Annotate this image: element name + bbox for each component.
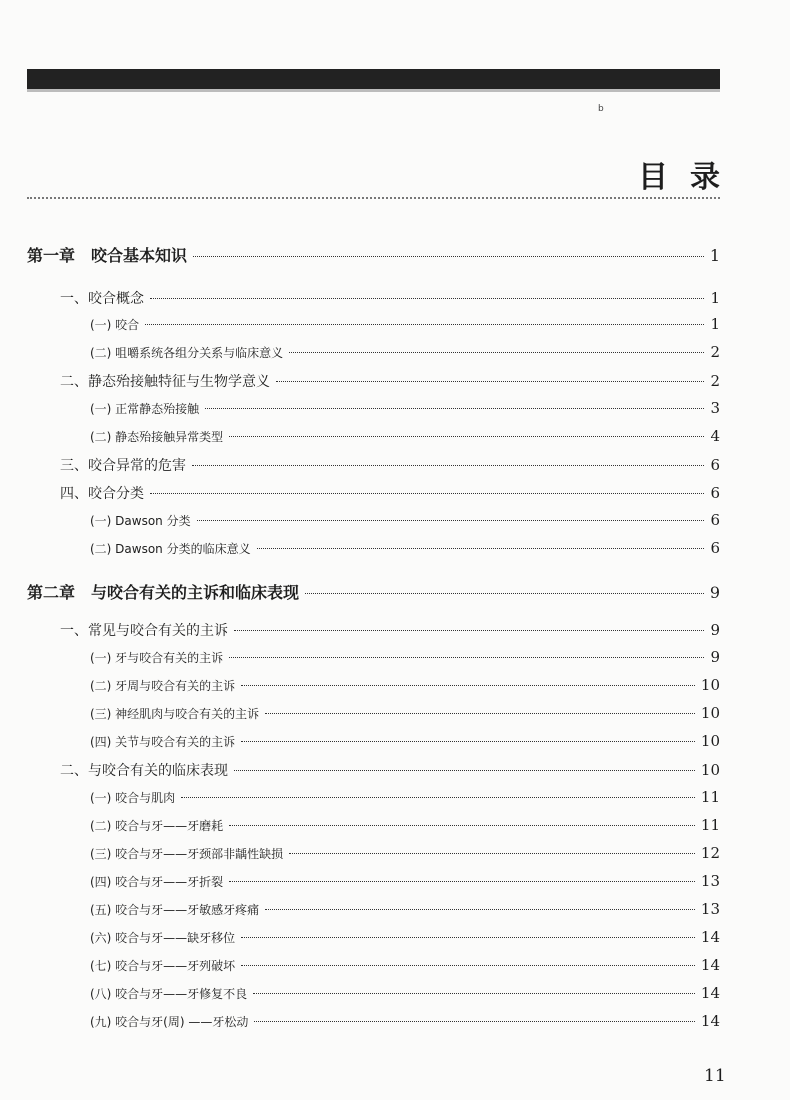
toc-entry-title: (三) 咬合与牙——牙颈部非龋性缺损 [90, 847, 284, 861]
corner-mark: b [598, 104, 604, 114]
dot-leader [234, 770, 695, 771]
toc-entry-title: (九) 咬合与牙(周) ——牙松动 [90, 1015, 249, 1029]
toc-entry-page: 1 [709, 246, 720, 265]
dot-leader [276, 381, 704, 382]
toc-entry-title: 第二章 与咬合有关的主诉和临床表现 [27, 583, 300, 602]
toc-subsection-entry [90, 343, 720, 361]
dot-leader [229, 436, 704, 437]
dot-leader [241, 741, 695, 742]
toc-entry-page: 10 [700, 732, 720, 750]
toc-entry-page: 9 [710, 648, 720, 666]
toc-entry-page: 12 [700, 844, 720, 862]
toc-section-entry [60, 288, 720, 308]
toc-entry-page: 14 [700, 984, 720, 1002]
toc-entry-title: (五) 咬合与牙——牙敏感牙疼痛 [90, 903, 260, 917]
toc-section-entry [60, 760, 720, 780]
toc-chapter-entry [27, 243, 720, 266]
toc-subsection-entry [90, 648, 720, 666]
toc-entry-page: 6 [710, 484, 720, 502]
dot-leader [205, 408, 704, 409]
toc-subsection-entry [90, 788, 720, 806]
toc-entry-page: 1 [710, 289, 720, 307]
toc-entry-page: 6 [710, 539, 720, 557]
dot-leader [145, 324, 704, 325]
toc-entry-page: 13 [700, 872, 720, 890]
toc-entry-title: 三、咬合异常的危害 [60, 458, 186, 474]
toc-entry-page: 1 [710, 315, 720, 333]
toc-entry-title: (二) Dawson 分类的临床意义 [90, 542, 251, 556]
toc-subsection-entry [90, 399, 720, 417]
page-number: 11 [704, 1066, 726, 1086]
toc-entry-page: 14 [700, 1012, 720, 1030]
toc-subsection-entry [90, 427, 720, 445]
toc-subsection-entry [90, 539, 720, 557]
toc-entry-title: 第一章 咬合基本知识 [27, 246, 188, 265]
toc-entry-page: 2 [710, 343, 720, 361]
dot-leader [197, 520, 705, 521]
toc-entry-title: (一) 咬合 [90, 318, 140, 332]
toc-entry-page: 6 [710, 456, 720, 474]
dot-leader [229, 825, 695, 826]
dot-leader [241, 965, 695, 966]
toc-subsection-entry [90, 315, 720, 333]
page-title: 目录 [638, 160, 742, 195]
toc-entry-title: (七) 咬合与牙——牙列破坏 [90, 959, 236, 973]
toc-entry-title: 四、咬合分类 [60, 486, 144, 502]
toc-entry-page: 10 [700, 761, 720, 779]
toc-section-entry [60, 483, 720, 503]
toc-section-entry [60, 620, 720, 640]
toc-entry-page: 2 [710, 372, 720, 390]
toc-subsection-entry [90, 704, 720, 722]
toc-entry-title: (一) 正常静态殆接触 [90, 402, 200, 416]
toc-entry-page: 6 [710, 511, 720, 529]
toc-entry-title: 一、常见与咬合有关的主诉 [60, 623, 228, 639]
toc-entry-title: (一) 牙与咬合有关的主诉 [90, 651, 224, 665]
toc-subsection-entry [90, 900, 720, 918]
dot-leader [229, 657, 704, 658]
toc-entry-title: (二) 咬合与牙——牙磨耗 [90, 819, 224, 833]
dot-leader [193, 256, 704, 257]
toc-subsection-entry [90, 872, 720, 890]
toc-subsection-entry [90, 732, 720, 750]
dot-leader [181, 797, 695, 798]
toc-entry-page: 11 [700, 788, 720, 806]
toc-entry-page: 14 [700, 928, 720, 946]
toc-entry-page: 13 [700, 900, 720, 918]
toc-entry-page: 10 [700, 704, 720, 722]
toc-entry-title: (二) 牙周与咬合有关的主诉 [90, 679, 236, 693]
dot-leader [289, 352, 704, 353]
dot-leader [265, 909, 695, 910]
toc-subsection-entry [90, 676, 720, 694]
dot-leader [241, 685, 695, 686]
dot-leader [234, 630, 704, 631]
dot-leader [305, 593, 704, 594]
dot-leader [265, 713, 695, 714]
toc-subsection-entry [90, 1012, 720, 1030]
dot-leader [257, 548, 705, 549]
dot-leader [150, 493, 704, 494]
toc-subsection-entry [90, 816, 720, 834]
toc-section-entry [60, 455, 720, 475]
toc-entry-page: 14 [700, 956, 720, 974]
toc-subsection-entry [90, 956, 720, 974]
toc-entry-page: 4 [710, 427, 720, 445]
toc-section-entry [60, 371, 720, 391]
toc-entry-title: (八) 咬合与牙——牙修复不良 [90, 987, 248, 1001]
toc-subsection-entry [90, 928, 720, 946]
toc-entry-page: 11 [700, 816, 720, 834]
dot-leader [150, 298, 704, 299]
toc-entry-page: 10 [700, 676, 720, 694]
dot-leader [229, 881, 695, 882]
dot-leader [289, 853, 695, 854]
toc-entry-title: (四) 关节与咬合有关的主诉 [90, 735, 236, 749]
toc-entry-title: (一) Dawson 分类 [90, 514, 191, 528]
toc-subsection-entry [90, 984, 720, 1002]
toc-entry-title: (六) 咬合与牙——缺牙移位 [90, 931, 236, 945]
toc-subsection-entry [90, 511, 720, 529]
toc-entry-page: 9 [709, 583, 720, 602]
toc-entry-title: (二) 静态殆接触异常类型 [90, 430, 224, 444]
toc-entry-title: 一、咬合概念 [60, 291, 144, 307]
toc-entry-title: (二) 咀嚼系统各组分关系与临床意义 [90, 346, 284, 360]
dot-leader [254, 1021, 695, 1022]
toc-entry-title: (四) 咬合与牙——牙折裂 [90, 875, 224, 889]
toc-entry-title: 二、静态殆接触特征与生物学意义 [60, 374, 270, 390]
toc-entry-page: 3 [710, 399, 720, 417]
dot-leader [241, 937, 695, 938]
toc-subsection-entry [90, 844, 720, 862]
toc-entry-title: (三) 神经肌肉与咬合有关的主诉 [90, 707, 260, 721]
toc-entry-title: 二、与咬合有关的临床表现 [60, 763, 228, 779]
toc-chapter-entry [27, 580, 720, 603]
dot-leader [192, 465, 704, 466]
toc-entry-title: (一) 咬合与肌肉 [90, 791, 176, 805]
toc-entry-page: 9 [710, 621, 720, 639]
dot-leader [253, 993, 695, 994]
